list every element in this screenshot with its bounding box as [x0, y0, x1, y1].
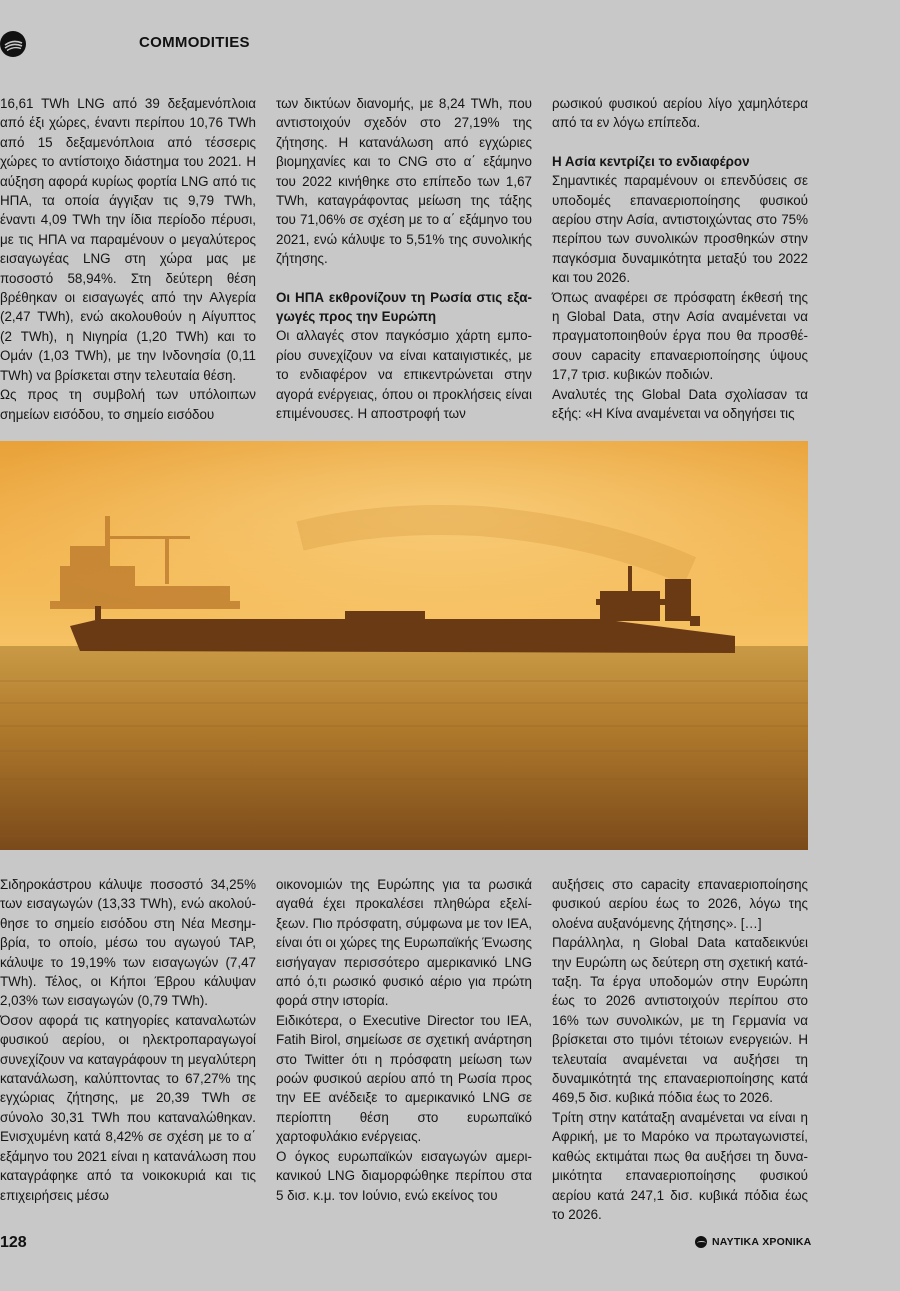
paragraph: αυξήσεις στο capacity επαναεριοποίησης φυσικού αερίου έως το 2026, λόγω της ολοένα αυξανόμενης ζήτησης». […]	[552, 877, 808, 931]
paragraph: οικονομιών της Ευρώπης για τα ρωσικά αγαθά έχει προκαλέσει πληθώρα εξελίξεων. Πιο πρόσφατη, σύμφωνα με τον IEA, είναι ότι οι χώρες της Ευρωπαϊκής Ένωσης εισήγαγαν περισσότερο αμερικανικό LNG από ό,τι ρωσικό φυσικό αέριο για πρώτη φορά στην ιστορία.	[276, 877, 532, 1009]
article-column-right-bottom	[552, 875, 808, 1224]
section-title: COMMODITIES	[139, 34, 250, 51]
magazine-logo-icon	[0, 31, 26, 57]
paragraph: Αναλυτές της Global Data σχολίασαν τα εξής: «Η Κίνα αναμένεται να οδηγήσει τις	[552, 386, 808, 422]
footer-brand	[695, 1236, 811, 1248]
paragraph: Οι αλλαγές στον παγκόσμιο χάρτη εμπορίου συνεχίζουν να είναι καταιγιστικές, με το ενδιαφέρον να επικεντρώνεται στην αγορά ενέργειας, όπου οι προκλήσεις είναι επιμένουσες. Η αποστροφή των	[276, 328, 532, 422]
brand-logo-icon	[695, 1236, 707, 1248]
paragraph: Όπως αναφέρει σε πρόσφατη έκθεσή της η Global Data, στην Ασία αναμένεται να πραγματοποιηθούν έργα που θα προσθέσουν capacity επαναεριοποίησης ύψους 17,7 τρισ. κυβικών ποδιών.	[552, 289, 808, 383]
paragraph: των δικτύων διανομής, με 8,24 TWh, που αντιστοιχούν σχεδόν στο 27,19% της ζήτησης. Η κατανάλωση από εγχώριες βιομηχανίες και το CNG στο α΄ εξάμηνο του 2022 κινήθηκε στο επίπεδο των 1,67 TWh, καταγράφοντας μείωση της τάξης του 71,06% σε σχέση με το α΄ εξάμηνο του 2021, ενώ κάλυψε το 5,51% της συνολικής ζήτησης.	[276, 96, 532, 267]
brand-name: ΝΑΥΤΙΚΑ ΧΡΟΝΙΚΑ	[712, 1236, 812, 1248]
paragraph: 16,61 TWh LNG από 39 δεξαμενόπλοια από έξι χώρες, έναντι περίπου 10,76 TWh από 15 δεξαμενόπλοια από τέσσερις χώρες το αντίστοιχο διάστημα του 2021. Η αύξηση αφορά κυρίως φορτία LNG από τις ΗΠΑ, τα οποία άγγιξαν τις 9,79 TWh, έναντι 4,09 TWh την ίδια περίοδο πέρυσι, με τις ΗΠΑ να παραμένουν ο μεγαλύτερος εισαγωγέας LNG στη χώρα μας με ποσοστό 58,94%. Στη δεύτερη θέση βρέθηκαν οι εισαγωγές από την Αλγερία (2,47 TWh), ενώ ακολουθούν η Αίγυπτος (2 TWh), η Νιγηρία (1,20 TWh) και το Ομάν (1,03 TWh), με την Ινδονησία (0,11 TWh) να βρίσκεται στην τελευταία θέση.	[0, 96, 256, 383]
article-column-middle-top	[276, 94, 532, 424]
article-column-left-top	[0, 94, 256, 424]
paragraph: Όσον αφορά τις κατηγορίες καταναλωτών φυσικού αερίου, οι ηλεκτροπαραγωγοί συνεχίζουν να καταγράφουν τη μεγαλύτερη κατανάλωση, καλύπτοντας το 67,27% της εγχώριας ζήτησης, με 20,39 TWh σε σύνολο 30,31 TWh που καταναλώθηκαν. Ενισχυμένη κατά 8,42% σε σχέση με το α΄ εξάμηνο του 2021 είναι η κατανάλωση που καταγράφηκε από τα νοικοκυριά και τις επιχειρήσεις μέσω	[0, 1012, 256, 1203]
subheading-asia: Η Ασία κεντρίζει το ενδιαφέρον	[552, 153, 750, 169]
article-column-right-top	[552, 94, 808, 424]
paragraph: Τρίτη στην κατάταξη αναμένεται να είναι η Αφρική, με το Μαρόκο να πρωταγωνιστεί, καθώς εκτιμάται πως θα αυξήσει τη δυναμικότητα επαναεριοποίησης φυσικού αερίου κατά 247,1 δισ. κυβικά πόδια έως το 2026.	[552, 1109, 808, 1222]
paragraph: Ειδικότερα, ο Executive Director του IEA, Fatih Birol, σημείωσε σε σχετική ανάρτηση στο Twitter ότι η πρόσφατη μείωση των ροών φυσικού αερίου από τη Ρωσία προς την ΕΕ ανέδειξε το αμερικανικό LNG σε περίοπτη θέση στο ευρωπαϊκό χαρτοφυλάκιο ενέργειας.	[276, 1012, 532, 1145]
subheading-usa-europe: Οι ΗΠΑ εκθρονίζουν τη Ρωσία στις εξαγωγές προς την Ευρώπη	[276, 289, 532, 325]
paragraph: Ο όγκος ευρωπαϊκών εισαγωγών αμερικανικού LNG διαμορφώθηκε περίπου στα 5 δισ. κ.μ. τον Ιούνιο, ενώ εκείνος του	[276, 1148, 532, 1203]
paragraph: Παράλληλα, η Global Data καταδεικνύει την Ευρώπη ως δεύτερη στη σχετική κατάταξη. Τα έργα υποδομών στην Ευρώπη έως το 2026 αντιστοιχούν περίπου στο 16% των συνολικών, με τη Γερμανία να βρίσκεται στο τιμόνι τέτοιων ενεργειών. Η τελευταία αναμένεται να αυξήσει τη δυναμικότητά της επαναεριοποίησης κατά 469,5 δισ. κυβικά πόδια έως το 2026.	[552, 935, 808, 1106]
paragraph: Ως προς τη συμβολή των υπόλοιπων σημείων εισόδου, το σημείο εισόδου	[0, 387, 256, 422]
paragraph: ρωσικού φυσικού αερίου λίγο χαμηλότερα από τα εν λόγω επίπεδα.	[552, 96, 808, 131]
paragraph: Σημαντικές παραμένουν οι επενδύσεις σε υποδομές επαναεριοποίησης φυσικού αερίου στην Ασία, αντιστοιχώντας στο 75% περίπου των συνολικών προσθηκών στην παγκόσμια δυναμικότητα μεταξύ του 2022 και του 2026.	[552, 173, 808, 286]
article-column-left-bottom	[0, 875, 256, 1205]
article-column-middle-bottom	[276, 875, 532, 1205]
page-number: 128	[0, 1234, 27, 1251]
paragraph: Σιδηροκάστρου κάλυψε ποσοστό 34,25% των εισαγωγών (13,33 TWh), ενώ ακολούθησε το σημείο εισόδου στη Νέα Μεσημβρία, το οποίο, μέσω του αγωγού TAP, κάλυψε το 19,19% των εισαγωγών (7,47 TWh). Τέλος, οι Κήποι Έβρου κάλυψαν 2,03% των εισαγωγών (0,79 TWh).	[0, 877, 256, 1009]
tanker-ship-sunset-photo	[0, 441, 808, 850]
